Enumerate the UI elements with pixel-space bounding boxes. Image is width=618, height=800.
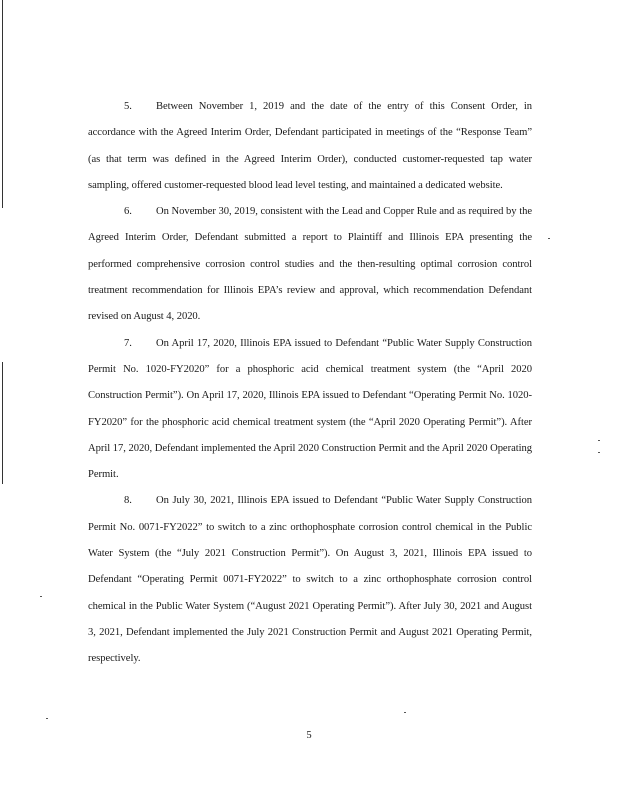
scan-speck xyxy=(40,596,42,597)
paragraph-8 xyxy=(88,488,532,672)
scan-speck xyxy=(548,238,550,239)
scan-edge-mark xyxy=(2,362,3,484)
paragraph-7 xyxy=(88,331,532,489)
paragraph-number: 5. xyxy=(124,101,132,112)
paragraph-text: On November 30, 2019, consistent with the Lead and Copper Rule and as required by the Agreed Interim Order, Defendant submitted a report to Plaintiff and Illinois EPA presenting the performed comprehensive corrosion control studies and the then-resulting optimal corrosion control treatment recommendation for Illinois EPA’s review and approval, which recommendation Defendant revised on August 4, 2020. xyxy=(88,206,532,323)
paragraph-number: 6. xyxy=(124,206,132,218)
page-number: 5 xyxy=(306,730,312,741)
scan-speck xyxy=(598,452,600,453)
paragraph-text: On July 30, 2021, Illinois EPA issued to Defendant “Public Water Supply Construction Permit No. 0071-FY2022” to switch to a zinc orthophosphate corrosion control chemical in the Public Water System (the “July 2021 Construction Permit”). On August 3, 2021, Illinois EPA issued to Defendant “Operating Permit 0071-FY2022” to switch to a zinc orthophosphate corrosion control chemical in the Public Water System (“August 2021 Operating Permit”). After July 30, 2021 and August 3, 2021, Defendant implemented the July 2021 Construction Permit and August 2021 Operating Permit, respectively. xyxy=(88,495,532,665)
paragraph-number: 8. xyxy=(124,495,132,507)
paragraph-number: 7. xyxy=(124,337,132,349)
scan-speck xyxy=(46,718,48,719)
paragraph-text: On April 17, 2020, Illinois EPA issued to Defendant “Public Water Supply Construction Permit No. 1020-FY2020” for a phosphoric acid chemical treatment system (the “April 2020 Construction Permit”). On April 17, 2020, Illinois EPA issued to Defendant “Operating Permit No. 1020-FY2020” for the phosphoric acid chemical treatment system (the “April 2020 Operating Permit”). After April 17, 2020, Defendant implemented the April 2020 Construction Permit and the April 2020 Operating Permit. xyxy=(88,337,532,481)
paragraph-text: Between November 1, 2019 and the date of the entry of this Consent Order, in accordance with the Agreed Interim Order, Defendant participated in meetings of the “Response Team” (as that term was defined in the Agreed Interim Order), conducted customer-requested tap water sampling, offered customer-requested blood lead level testing, and maintained a dedicated website. xyxy=(88,101,532,191)
scan-edge-mark xyxy=(2,0,3,208)
paragraph-6 xyxy=(88,199,532,330)
paragraph-5 xyxy=(88,94,532,199)
document-body xyxy=(88,94,532,673)
scan-speck xyxy=(404,712,406,713)
scan-speck xyxy=(598,440,600,441)
